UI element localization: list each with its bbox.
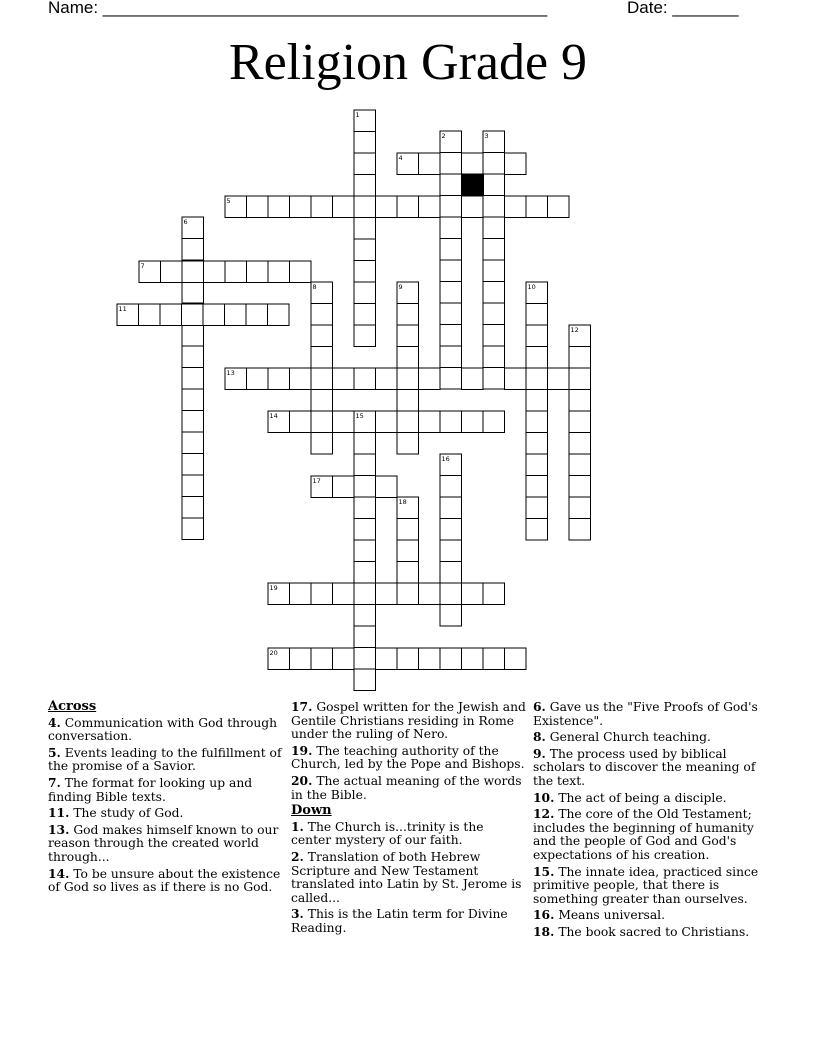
grid-cell[interactable] — [290, 368, 312, 390]
grid-cell[interactable] — [505, 196, 527, 218]
clue-number-7: 7 — [140, 262, 145, 270]
grid-cell[interactable] — [182, 304, 204, 326]
grid-cell[interactable] — [440, 368, 462, 390]
grid-cell[interactable] — [483, 282, 505, 304]
clue-10 — [533, 791, 769, 806]
clue-number: 20. — [291, 772, 313, 788]
clue-text: God makes himself known to our reason through the created world through... — [48, 822, 279, 864]
grid-cell[interactable] — [483, 583, 505, 605]
clue-17 — [291, 700, 527, 742]
grid-cell[interactable] — [548, 196, 570, 218]
grid-cell[interactable] — [440, 583, 462, 605]
grid-cell[interactable] — [311, 411, 333, 433]
clue-number: 3. — [291, 906, 304, 922]
clue-number: 19. — [291, 742, 313, 758]
grid-cell[interactable] — [354, 476, 376, 498]
grid-cell[interactable] — [182, 411, 204, 433]
date-field[interactable]: Date: _______ — [627, 0, 739, 17]
grid-cell[interactable] — [160, 304, 182, 326]
clue-text: The core of the Old Testament; includes the beginning of humanity and the people of God and God's expectations of his creation. — [533, 807, 754, 862]
grid-cell[interactable] — [483, 239, 505, 261]
grid-cell[interactable] — [182, 475, 204, 497]
grid-cell[interactable] — [397, 325, 419, 347]
clue-number: 5. — [48, 744, 61, 760]
grid-cell[interactable] — [311, 325, 333, 347]
grid-cell[interactable] — [376, 411, 398, 433]
clue-number-9: 9 — [398, 283, 403, 291]
grid-cell[interactable] — [182, 432, 204, 454]
clue-4 — [48, 716, 284, 744]
grid-cell[interactable] — [333, 476, 355, 498]
grid-cell[interactable] — [182, 261, 204, 283]
shaded-cell — [462, 174, 484, 196]
grid-cell[interactable] — [333, 648, 355, 670]
grid-cell[interactable] — [419, 196, 441, 218]
clue-text: The teaching authority of the Church, led by the Pope and Bishops. — [291, 743, 525, 772]
grid-cell[interactable] — [161, 261, 183, 283]
clue-number-15: 15 — [355, 412, 364, 420]
clue-5 — [48, 746, 284, 774]
grid-cell[interactable] — [483, 325, 505, 347]
grid-cell[interactable] — [182, 346, 204, 368]
grid-cell[interactable] — [268, 368, 290, 390]
clues-column-3 — [533, 700, 769, 942]
grid-cell[interactable] — [354, 497, 376, 519]
clues-column-2 — [291, 700, 527, 938]
grid-cell[interactable] — [462, 411, 484, 433]
grid-cell[interactable] — [440, 540, 462, 562]
grid-cell[interactable] — [354, 196, 376, 218]
grid-cell[interactable] — [354, 540, 376, 562]
clue-number: 16. — [533, 907, 555, 923]
grid-cell[interactable] — [440, 217, 462, 239]
clue-text: Translation of both Hebrew Scripture and New Testament translated into Latin by St. Jerome is called... — [291, 849, 522, 905]
grid-cell[interactable] — [290, 583, 312, 605]
grid-cell[interactable] — [440, 497, 462, 519]
grid-cell[interactable] — [290, 261, 312, 283]
grid-cell[interactable] — [311, 433, 333, 455]
grid-cell[interactable] — [311, 390, 333, 412]
clue-text: The innate idea, practiced since primitive people, that there is something greater than ourselves. — [533, 864, 759, 906]
grid-cell[interactable] — [526, 476, 548, 498]
grid-cell[interactable] — [354, 626, 376, 648]
clue-6 — [533, 700, 769, 728]
clue-text: To be unsure about the existence of God so lives as if there is no God. — [48, 866, 281, 895]
grid-cell[interactable] — [182, 368, 204, 390]
clue-number-11: 11 — [118, 305, 127, 313]
grid-cell[interactable] — [397, 196, 419, 218]
down-heading: Down — [291, 803, 332, 819]
grid-cell[interactable] — [354, 218, 376, 240]
clue-number-16: 16 — [441, 455, 450, 463]
grid-cell[interactable] — [268, 261, 290, 283]
grid-cell[interactable] — [483, 368, 505, 390]
grid-cell[interactable] — [182, 497, 204, 519]
clue-15 — [533, 865, 769, 907]
grid-cell[interactable] — [268, 304, 290, 326]
clue-number: 13. — [48, 821, 70, 837]
grid-cell[interactable] — [526, 497, 548, 519]
grid-cell[interactable] — [139, 304, 161, 326]
grid-cell[interactable] — [505, 648, 527, 670]
grid-cell[interactable] — [569, 390, 591, 412]
clue-3 — [291, 907, 527, 935]
grid-cell[interactable] — [569, 519, 591, 541]
grid-cell[interactable] — [354, 669, 376, 691]
grid-cell[interactable] — [569, 411, 591, 433]
grid-cell[interactable] — [483, 303, 505, 325]
clue-text: The book sacred to Christians. — [554, 924, 750, 939]
grid-cell[interactable] — [376, 583, 398, 605]
grid-cell[interactable] — [440, 519, 462, 541]
clue-number-4: 4 — [398, 154, 403, 162]
clue-number-13: 13 — [226, 369, 235, 377]
grid-cell[interactable] — [526, 196, 548, 218]
clue-number: 10. — [533, 789, 555, 805]
grid-cell[interactable] — [311, 304, 333, 326]
clue-text: Means universal. — [554, 908, 666, 923]
grid-cell[interactable] — [354, 304, 376, 326]
clue-number-1: 1 — [355, 111, 360, 119]
grid-cell[interactable] — [247, 261, 269, 283]
clue-number: 11. — [48, 805, 70, 821]
clue-number-6: 6 — [183, 218, 188, 226]
grid-cell[interactable] — [483, 411, 505, 433]
grid-cell[interactable] — [397, 411, 419, 433]
grid-cell[interactable] — [397, 540, 419, 562]
grid-cell[interactable] — [483, 648, 505, 670]
grid-cell[interactable] — [462, 196, 484, 218]
grid-cell[interactable] — [569, 476, 591, 498]
grid-cell[interactable] — [397, 562, 419, 584]
grid-cell[interactable] — [354, 648, 376, 670]
grid-cell[interactable] — [182, 282, 204, 304]
grid-cell[interactable] — [526, 368, 548, 390]
clue-text: The actual meaning of the words in the Bible. — [291, 773, 522, 802]
grid-cell[interactable] — [247, 196, 269, 218]
grid-cell[interactable] — [483, 174, 505, 196]
grid-cell[interactable] — [354, 605, 376, 627]
grid-cell[interactable] — [462, 648, 484, 670]
grid-cell[interactable] — [440, 282, 462, 304]
clue-number-14: 14 — [269, 412, 278, 420]
clue-number-10: 10 — [527, 283, 536, 291]
clue-number-2: 2 — [441, 132, 446, 140]
grid-cell[interactable] — [419, 368, 441, 390]
grid-cell[interactable] — [483, 153, 505, 175]
grid-cell[interactable] — [247, 368, 269, 390]
grid-cell[interactable] — [440, 260, 462, 282]
grid-cell[interactable] — [440, 239, 462, 261]
grid-cell[interactable] — [483, 346, 505, 368]
clue-number-8: 8 — [312, 283, 317, 291]
clue-number: 9. — [533, 745, 546, 761]
clue-number: 1. — [291, 818, 304, 834]
grid-cell[interactable] — [182, 518, 204, 540]
grid-cell[interactable] — [526, 390, 548, 412]
grid-cell[interactable] — [440, 325, 462, 347]
clue-text: The act of being a disciple. — [554, 790, 727, 805]
grid-cell[interactable] — [397, 583, 419, 605]
grid-cell[interactable] — [440, 411, 462, 433]
clue-19 — [291, 744, 527, 772]
clue-text: The Church is...trinity is the center mystery of our faith. — [291, 819, 484, 848]
clue-text: Gave us the "Five Proofs of God's Existence". — [533, 700, 758, 728]
grid-cell[interactable] — [440, 174, 462, 196]
grid-cell[interactable] — [526, 325, 548, 347]
clue-text: The process used by biblical scholars to discover the meaning of the text. — [533, 746, 756, 788]
clue-16 — [533, 908, 769, 923]
grid-cell[interactable] — [526, 433, 548, 455]
grid-cell[interactable] — [569, 368, 591, 390]
clue-number-18: 18 — [398, 498, 407, 506]
grid-cell[interactable] — [419, 583, 441, 605]
clue-number-17: 17 — [312, 477, 321, 485]
grid-cell[interactable] — [526, 454, 548, 476]
grid-cell[interactable] — [354, 562, 376, 584]
clue-9 — [533, 747, 769, 789]
grid-cell[interactable] — [376, 648, 398, 670]
clue-20 — [291, 774, 527, 802]
grid-cell[interactable] — [397, 433, 419, 455]
grid-cell[interactable] — [354, 325, 376, 347]
grid-cell[interactable] — [311, 196, 333, 218]
grid-cell[interactable] — [397, 648, 419, 670]
grid-cell[interactable] — [440, 648, 462, 670]
grid-cell[interactable] — [440, 346, 462, 368]
clue-18 — [533, 925, 769, 940]
grid-cell[interactable] — [440, 605, 462, 627]
grid-cell[interactable] — [354, 175, 376, 197]
grid-cell[interactable] — [333, 368, 355, 390]
grid-cell[interactable] — [483, 260, 505, 282]
grid-cell[interactable] — [354, 261, 376, 283]
grid-cell[interactable] — [397, 347, 419, 369]
grid-cell[interactable] — [376, 368, 398, 390]
clue-number-5: 5 — [226, 197, 231, 205]
grid-cell[interactable] — [419, 648, 441, 670]
grid-cell[interactable] — [225, 304, 247, 326]
grid-cell[interactable] — [333, 411, 355, 433]
clue-text: The study of God. — [69, 806, 184, 821]
grid-cell[interactable] — [526, 519, 548, 541]
grid-cell[interactable] — [182, 389, 204, 411]
clue-text: Events leading to the fulfillment of the promise of a Savior. — [48, 745, 282, 774]
grid-cell[interactable] — [526, 304, 548, 326]
grid-cell[interactable] — [397, 304, 419, 326]
clue-8 — [533, 730, 769, 745]
clue-13 — [48, 823, 284, 865]
grid-cell[interactable] — [290, 196, 312, 218]
grid-cell[interactable] — [354, 153, 376, 175]
grid-cell[interactable] — [311, 648, 333, 670]
grid-cell[interactable] — [182, 239, 204, 261]
clues-column-1 — [48, 700, 284, 897]
clue-text: This is the Latin term for Divine Reading. — [291, 907, 508, 935]
grid-cell[interactable] — [462, 153, 484, 175]
grid-cell[interactable] — [376, 196, 398, 218]
grid-cell[interactable] — [548, 368, 570, 390]
grid-cell[interactable] — [354, 583, 376, 605]
clue-text: General Church teaching. — [545, 730, 711, 745]
clue-number: 18. — [533, 923, 555, 939]
grid-cell[interactable] — [376, 476, 398, 498]
clue-text: Gospel written for the Jewish and Gentile Christians residing in Rome under the ruling of Nero. — [291, 700, 526, 742]
grid-cell[interactable] — [311, 347, 333, 369]
clue-number-12: 12 — [570, 326, 579, 334]
clue-number: 8. — [533, 729, 546, 745]
clue-number: 2. — [291, 848, 304, 864]
clue-number-19: 19 — [269, 584, 278, 592]
grid-cell[interactable] — [354, 368, 376, 390]
grid-cell[interactable] — [246, 304, 268, 326]
clue-number-20: 20 — [269, 649, 278, 657]
grid-cell[interactable] — [354, 454, 376, 476]
grid-cell[interactable] — [462, 368, 484, 390]
grid-cell[interactable] — [354, 282, 376, 304]
grid-cell[interactable] — [526, 347, 548, 369]
grid-cell[interactable] — [182, 454, 204, 476]
grid-cell[interactable] — [440, 153, 462, 175]
clue-12 — [533, 807, 769, 862]
grid-cell[interactable] — [203, 304, 225, 326]
clue-1 — [291, 820, 527, 848]
grid-cell[interactable] — [440, 476, 462, 498]
grid-cell[interactable] — [354, 132, 376, 154]
grid-cell[interactable] — [569, 497, 591, 519]
clue-number: 4. — [48, 714, 61, 730]
grid-cell[interactable] — [505, 153, 527, 175]
clue-number: 14. — [48, 865, 70, 881]
across-heading: Across — [48, 699, 97, 714]
grid-cell[interactable] — [440, 303, 462, 325]
name-field[interactable]: Name: _______________________________________________ — [48, 0, 548, 17]
clue-11 — [48, 806, 284, 821]
clue-number: 6. — [533, 699, 546, 714]
grid-cell[interactable] — [526, 411, 548, 433]
clue-number: 7. — [48, 774, 61, 790]
clue-2 — [291, 850, 527, 905]
clue-number: 12. — [533, 806, 555, 822]
clue-14 — [48, 867, 284, 895]
grid-cell[interactable] — [354, 433, 376, 455]
grid-cell[interactable] — [333, 196, 355, 218]
page-title: Religion Grade 9 — [228, 34, 588, 91]
grid-cell[interactable] — [225, 261, 247, 283]
grid-cell[interactable] — [462, 583, 484, 605]
grid-cell[interactable] — [204, 261, 226, 283]
grid-cell[interactable] — [483, 217, 505, 239]
grid-cell[interactable] — [333, 583, 355, 605]
grid-cell[interactable] — [311, 368, 333, 390]
grid-cell[interactable] — [569, 454, 591, 476]
grid-cell[interactable] — [354, 519, 376, 541]
grid-cell[interactable] — [311, 583, 333, 605]
clue-text: Communication with God through conversation. — [48, 715, 278, 744]
grid-cell[interactable] — [397, 519, 419, 541]
grid-cell[interactable] — [354, 239, 376, 261]
clue-number: 17. — [291, 699, 313, 714]
grid-cell[interactable] — [268, 196, 290, 218]
grid-cell[interactable] — [397, 390, 419, 412]
grid-cell[interactable] — [569, 347, 591, 369]
grid-cell[interactable] — [569, 433, 591, 455]
grid-cell[interactable] — [182, 325, 204, 347]
grid-cell[interactable] — [505, 368, 527, 390]
clue-number: 15. — [533, 863, 555, 879]
grid-cell[interactable] — [440, 196, 462, 218]
grid-cell[interactable] — [483, 196, 505, 218]
grid-cell[interactable] — [290, 648, 312, 670]
grid-cell[interactable] — [397, 368, 419, 390]
grid-cell[interactable] — [419, 153, 441, 175]
grid-cell[interactable] — [290, 411, 312, 433]
clue-number-3: 3 — [484, 132, 489, 140]
grid-cell[interactable] — [440, 562, 462, 584]
clue-7 — [48, 776, 284, 804]
clue-text: The format for looking up and finding Bible texts. — [48, 775, 253, 804]
grid-cell[interactable] — [419, 411, 441, 433]
